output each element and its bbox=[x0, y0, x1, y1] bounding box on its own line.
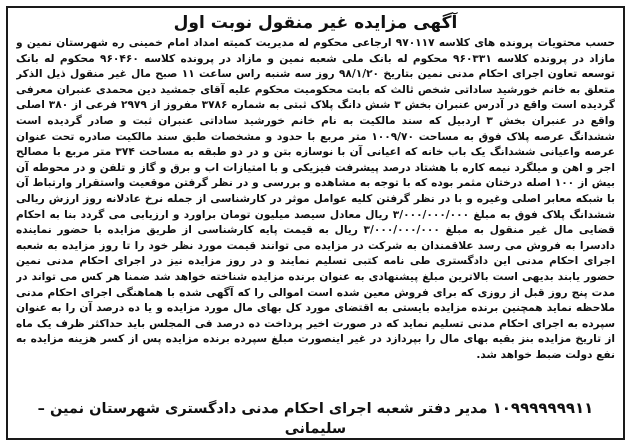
notice-office: مدیر دفتر شعبه اجرای احکام مدنی دادگستری شهرستان نمین – سلیمانی bbox=[37, 401, 488, 437]
notice-title: آگهی مزایده غیر منقول نوبت اول bbox=[173, 13, 458, 33]
notice-frame bbox=[6, 6, 625, 440]
notice-body: حسب محتویات پرونده های کلاسه ۹۷۰۱۱۷ ارجاعی محکوم له مدیریت کمیته امداد امام خمینی ره شهرستان نمین و مازاد در پرونده کلاسه ۹۶۰۳۳۱ محکوم له بانک ملی شعبه نمین و مازاد در پرونده کلاسه ۹۶۰۴۶۰ محکوم له بانک توسعه تعاون اجرای احکام مدنی نمین بتاریخ ۹۸/۱/۲۰ روز سه شنبه راس ساعت ۱۱ صبح مال غیر منقول ذیل الذکر متعلق به خانم خورشید ساداتی شخص ثالث که بابت محکومیت محکوم علیه آقای جمشید دین محمدی عنبران معرفی گردیده است واقع در آدرس عنبران بخش ۳ شش دانگ پلاک ثبتی به شماره ۳۷۸۶ مفروز از ۲۹۷۹ فرعی از ۳۸۰ اصلی واقع در عنبران بخش ۳ اردبیل که سند مالکیت به نام خانم خورشید ساداتی عنبران ثبت و صادر گردیده است ششدانگ عرصه پلاک فوق به مساحت ۱۰۰۹/۷۰ متر مربع با حدود و مشخصات طبق سند مالکیت صادره تحت عنوان عرصه واعیانی ششدانگ یک باب خانه که اعیانی آن با نوسازه بتن و در دو طبقه به مساحت ۳۷۴ متر مربع با مصالح اجر و اهن و میلگرد نیمه کاره با هشتاد درصد پیشرفت فیزیکی و با امتیازات اب و برق و گاز و تلفن و در محوطه آن بیش از ۱۰۰ اصله درختان مثمر بوده که با توجه به مشاهده و بررسی و در نظر گرفتن موقعیت واستقرار وارتباط آن با شبکه معابر اصلی وغیره و با در نظر گرفتن کلیه عوامل موثر در کارشناسی از جمله نرخ عادلانه روز ارزش ریالی ششدانگ پلاک فوق به مبلغ ۳/۰۰۰/۰۰۰/۰۰۰ ریال معادل سیصد میلیون تومان براورد و ارزیابی می گردد بنا به احکام قضایی مال غیر منقول به مبلغ ۳/۰۰۰/۰۰۰/۰۰۰ ریال به قیمت پایه کارشناسی از طریق مزایده با حضور نماینده دادسرا به فروش می رسد علاقمندان به شرکت در مزایده می توانند قیمت مورد نظر خود را تا روز مزایده به شعبه اجرای احکام مدنی این دادگستری طی نامه کتبی تسلیم نمایند و در روز مزایده نیز در اجرای احکام مدنی نمین حضور یابند بدیهی است بالاترین مبلغ پیشنهادی به عنوان برنده مزایده شناخته خواهد شد ضمنا هر کس می تواند در مدت پنج روز قبل از روزی که برای فروش معین شده است اموالی را که آگهی شده با هماهنگی اجرای احکام مدنی ملاحظه نماید همچنین برنده مزایده بایستی به اقتضای مورد کل بهای مال مورد مزایده و یا ده درصد آن را به عنوان سپرده به اجرای احکام مدنی تسلیم نماید که در صورت اخیر پرداخت ده درصد فی المجلس باید حداکثر ظرف یک ماه از تاریخ مزایده بنز بقیه بهای مال را بپردازد در غیر اینصورت مبلغ سپرده برنده مزایده پس از کسر هزینه مزایده به نفع دولت ضبط خواهد شد. bbox=[16, 37, 615, 361]
notice-number: ۱۰۹۹۹۹۹۹۹۱۱ bbox=[492, 399, 594, 417]
notice-footer bbox=[16, 398, 615, 439]
